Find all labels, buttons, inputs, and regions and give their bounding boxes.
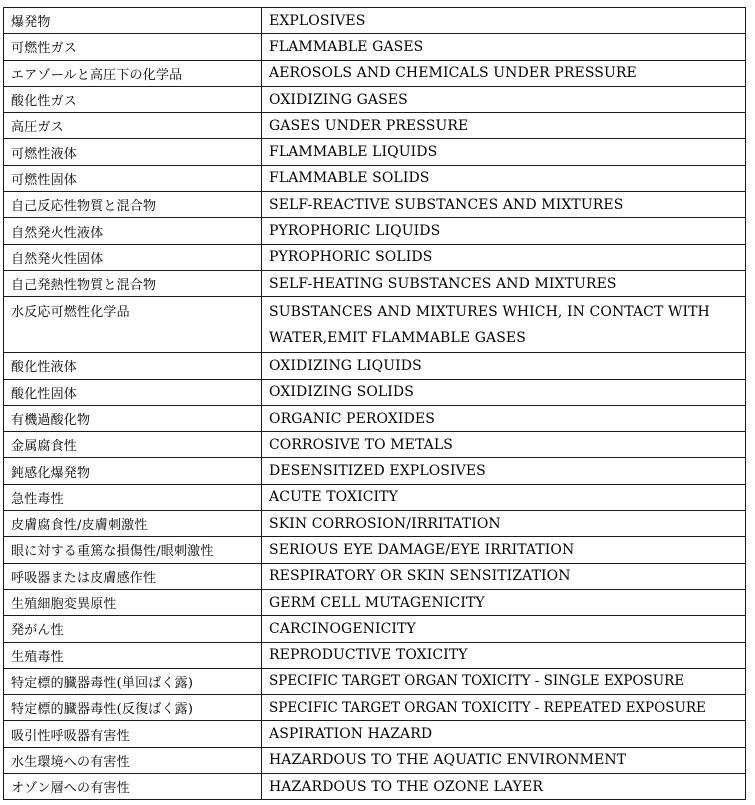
table-row [4,165,746,191]
hazard-name-en: RESPIRATORY OR SKIN SENSITIZATION [262,563,746,589]
hazard-name-ja: オゾン層への有害性 [4,774,262,800]
hazard-name-ja: 自己反応性物質と混合物 [4,192,262,218]
hazard-name-en: GERM CELL MUTAGENICITY [262,589,746,615]
table-row [4,668,746,694]
table-row [4,379,746,405]
hazard-name-ja: 高圧ガス [4,113,262,139]
table-row [4,511,746,537]
hazard-name-ja: 水生環境への有害性 [4,747,262,773]
hazard-name-ja: 皮膚腐食性/皮膚刺激性 [4,511,262,537]
hazard-name-ja: 呼吸器または皮膚感作性 [4,563,262,589]
table-row [4,537,746,563]
hazard-class-table-body [4,8,746,800]
table-row [4,484,746,510]
hazard-name-en: GASES UNDER PRESSURE [262,113,746,139]
hazard-name-en: DESENSITIZED EXPLOSIVES [262,458,746,484]
hazard-name-en: FLAMMABLE SOLIDS [262,165,746,191]
hazard-name-ja: 生殖細胞変異原性 [4,589,262,615]
table-row [4,244,746,270]
hazard-name-ja: 金属腐食性 [4,432,262,458]
hazard-name-ja: 自然発火性固体 [4,244,262,270]
hazard-name-en: HAZARDOUS TO THE OZONE LAYER [262,774,746,800]
hazard-name-en: ACUTE TOXICITY [262,484,746,510]
hazard-name-ja: 発がん性 [4,616,262,642]
hazard-name-en: SELF-HEATING SUBSTANCES AND MIXTURES [262,270,746,296]
hazard-name-ja: 鈍感化爆発物 [4,458,262,484]
table-row [4,405,746,431]
hazard-name-en: AEROSOLS AND CHEMICALS UNDER PRESSURE [262,60,746,86]
hazard-name-en: SELF-REACTIVE SUBSTANCES AND MIXTURES [262,192,746,218]
hazard-name-en: CORROSIVE TO METALS [262,432,746,458]
hazard-name-en: ASPIRATION HAZARD [262,721,746,747]
hazard-name-ja: 吸引性呼吸器有害性 [4,721,262,747]
hazard-name-en: SPECIFIC TARGET ORGAN TOXICITY - REPEATED EXPOSURE [262,695,746,721]
hazard-name-ja: 爆発物 [4,8,262,34]
hazard-name-ja: 特定標的臓器毒性(反復ばく露) [4,695,262,721]
table-row [4,616,746,642]
hazard-name-ja: 酸化性液体 [4,353,262,379]
table-row [4,642,746,668]
table-row [4,563,746,589]
table-row [4,139,746,165]
table-row [4,270,746,296]
hazard-name-ja: 水反応可燃性化学品 [4,297,262,353]
table-row [4,60,746,86]
table-row [4,747,746,773]
hazard-name-ja: 酸化性ガス [4,86,262,112]
hazard-name-ja: エアゾールと高圧下の化学品 [4,60,262,86]
hazard-name-en: FLAMMABLE GASES [262,34,746,60]
hazard-name-ja: 可燃性固体 [4,165,262,191]
hazard-name-en: CARCINOGENICITY [262,616,746,642]
table-row [4,8,746,34]
hazard-name-en: SKIN CORROSION/IRRITATION [262,511,746,537]
table-row [4,86,746,112]
table-row [4,458,746,484]
hazard-name-en: OXIDIZING GASES [262,86,746,112]
hazard-name-ja: 眼に対する重篤な損傷性/眼刺激性 [4,537,262,563]
hazard-name-ja: 自己発熱性物質と混合物 [4,270,262,296]
hazard-name-en: FLAMMABLE LIQUIDS [262,139,746,165]
table-row [4,113,746,139]
table-row [4,353,746,379]
table-row [4,589,746,615]
hazard-name-ja: 酸化性固体 [4,379,262,405]
hazard-name-en: PYROPHORIC SOLIDS [262,244,746,270]
hazard-name-en: OXIDIZING LIQUIDS [262,353,746,379]
hazard-name-en: EXPLOSIVES [262,8,746,34]
hazard-name-ja: 特定標的臓器毒性(単回ばく露) [4,668,262,694]
hazard-class-table [3,7,746,800]
table-row [4,721,746,747]
hazard-name-ja: 急性毒性 [4,484,262,510]
table-row [4,192,746,218]
hazard-name-en: SPECIFIC TARGET ORGAN TOXICITY - SINGLE EXPOSURE [262,668,746,694]
hazard-name-en: REPRODUCTIVE TOXICITY [262,642,746,668]
hazard-name-en: ORGANIC PEROXIDES [262,405,746,431]
hazard-name-ja: 可燃性ガス [4,34,262,60]
table-row [4,297,746,353]
hazard-name-en: OXIDIZING SOLIDS [262,379,746,405]
hazard-name-en: SERIOUS EYE DAMAGE/EYE IRRITATION [262,537,746,563]
table-row [4,34,746,60]
hazard-name-ja: 有機過酸化物 [4,405,262,431]
hazard-name-ja: 可燃性液体 [4,139,262,165]
table-row [4,218,746,244]
hazard-name-en: HAZARDOUS TO THE AQUATIC ENVIRONMENT [262,747,746,773]
hazard-name-ja: 生殖毒性 [4,642,262,668]
hazard-name-en: SUBSTANCES AND MIXTURES WHICH, IN CONTACT WITH WATER,EMIT FLAMMABLE GASES [262,297,746,353]
hazard-name-en: PYROPHORIC LIQUIDS [262,218,746,244]
table-row [4,695,746,721]
hazard-name-ja: 自然発火性液体 [4,218,262,244]
table-row [4,432,746,458]
table-row [4,774,746,800]
